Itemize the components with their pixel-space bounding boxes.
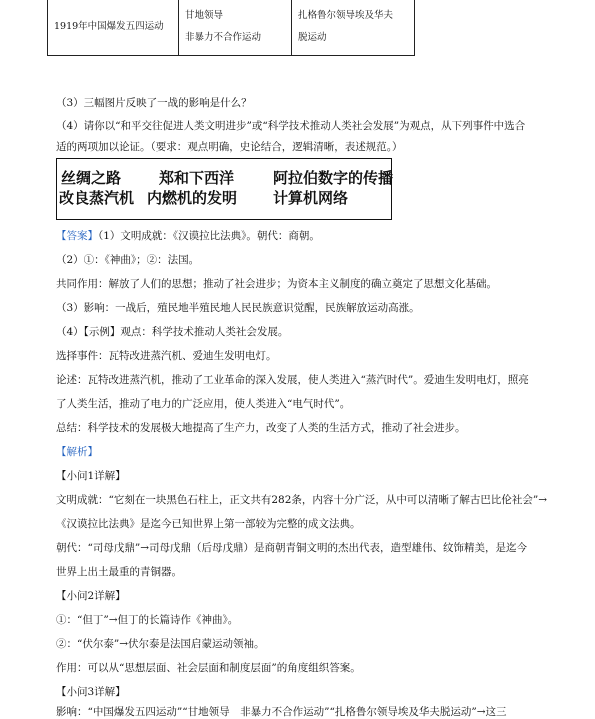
answer-3: （3）影响：一战后，殖民地半殖民地人民民族意识觉醒，民族解放运动高涨。 [56,302,420,314]
answer-line-1 [56,229,320,243]
analysis-sub2-p3: 作用：可以从“思想层面、社会层面和制度层面”的角度组织答案。 [56,662,361,674]
analysis-sub1-p1-line-2: 《汉谟拉比法典》是迄今已知世界上第一部较为完整的成文法典。 [56,518,361,530]
analysis-sub1-p2-line-1: 朝代：“司母戊鼎”→司母戊鼎（后母戊鼎）是商朝青铜文明的杰出代表，造型雄伟、纹饰精美，是迄今 [56,542,528,554]
answer-4-argue-line-2: 了人类生活，推动了电力的广泛应用，使人类进入“电气时代”。 [56,398,351,410]
event-option: 丝绸之路 [61,169,122,187]
analysis-sub3-title: 【小问3详解】 [56,686,126,698]
cell-text: 甘地领导 [185,10,224,21]
analysis-sub1-p1-line-1: 文明成就：“它刻在一块黑色石柱上，正文共有282条，内容十分广泛，从中可以清晰了解古巴比伦社会”→ [56,494,548,506]
table-cell-egypt [292,0,415,56]
question-4-line-1: （4）请你以“和平交往促进人类文明进步”或“科学技术推动人类社会发展”为观点，从下列事件中选合 [56,120,526,132]
event-option: 改良蒸汽机 [59,189,135,207]
event-options-box [56,158,392,220]
table-row [48,0,415,56]
event-option: 郑和下西洋 [159,169,235,187]
analysis-tag: 【解析】 [56,446,98,458]
cell-text: 非暴力不合作运动 [185,32,262,43]
event-option: 内燃机的发明 [147,189,238,207]
analysis-sub2-p1: ①：“但丁”→但丁的长篇诗作《神曲》。 [56,614,239,626]
answer-2-common: 共同作用：解放了人们的思想；推动了社会进步；为资本主义制度的确立奠定了思想文化基础。 [56,278,497,290]
answer-4-argue-line-1: 论述：瓦特改进蒸汽机，推动了工业革命的深入发展，使人类进入“蒸汽时代”。爱迪生发明电灯，照亮 [56,374,529,386]
events-table [47,0,415,56]
answer-2: （2）①：《神曲》；②：法国。 [56,254,200,266]
analysis-sub2-title: 【小问2详解】 [56,590,126,602]
table-cell-gandhi [179,0,292,56]
answer-tag: 【答案】 [56,230,98,242]
analysis-sub2-p2: ②：“伏尔泰”→伏尔泰是法国启蒙运动领袖。 [56,638,265,650]
analysis-sub1-p2-line-2: 世界上出土最重的青铜器。 [56,566,182,578]
analysis-sub3-p1: 影响：“中国爆发五四运动”“甘地领导 非暴力不合作运动”“扎格鲁尔领导埃及华夫脱运动”→这三 [56,706,507,718]
question-3: （3）三幅图片反映了一战的影响是什么？ [56,97,252,109]
cell-text: 1919年中国爆发五四运动 [54,21,164,32]
cell-text: 扎格鲁尔领导埃及华夫 [298,10,394,21]
answer-4: （4）【示例】观点：科学技术推动人类社会发展。 [56,326,289,338]
answer-4-summary: 总结：科学技术的发展极大地提高了生产力，改变了人类的生活方式，推动了社会进步。 [56,422,466,434]
event-option: 阿拉伯数字的传播 [273,169,394,187]
analysis-sub1-title: 【小问1详解】 [56,470,126,482]
event-option: 计算机网络 [273,189,349,207]
cell-text: 脱运动 [298,32,327,43]
question-4-line-2: 适的两项加以论证。（要求：观点明确，史论结合，逻辑清晰，表述规范。） [56,141,403,153]
answer-1-text: （1）文明成就：《汉谟拉比法典》。朝代：商朝。 [98,230,320,242]
answer-4-select: 选择事件：瓦特改进蒸汽机、爱迪生发明电灯。 [56,350,277,362]
table-cell-may-fourth [48,0,179,56]
